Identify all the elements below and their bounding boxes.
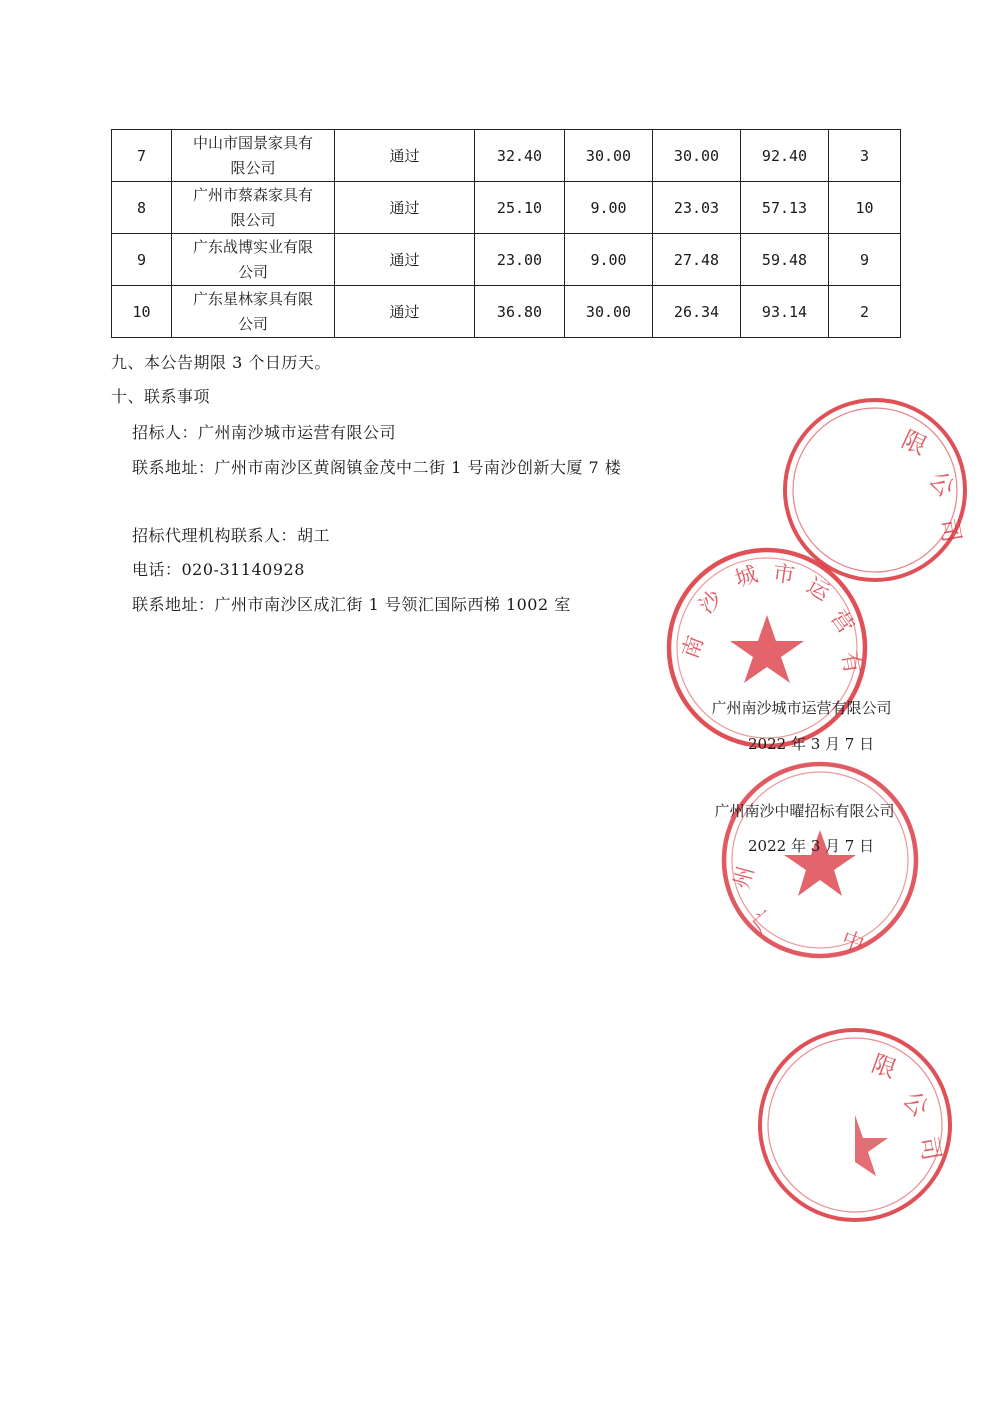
s1-cell: 36.80 [475,286,565,338]
s3-cell: 23.03 [653,182,741,234]
svg-text:沙: 沙 [694,585,728,620]
no-cell: 7 [112,130,172,182]
svg-text:州: 州 [729,863,760,892]
bidder-name-cell [172,182,335,234]
rank-cell: 10 [829,182,901,234]
score-table [111,129,901,338]
signature-org-2: 广州南沙中曜招标有限公司 [714,802,895,820]
svg-text:运: 运 [802,573,834,607]
bidder-name-line: 广州市蔡森家具有 [192,185,313,204]
rank-cell: 3 [829,130,901,182]
rank-cell: 2 [829,286,901,338]
s1-cell: 32.40 [475,130,565,182]
no-cell: 10 [112,286,172,338]
s3-cell: 26.34 [653,286,741,338]
table-row [112,286,901,338]
svg-text:公: 公 [897,1085,935,1123]
svg-text:市: 市 [771,561,797,590]
s1-cell: 23.00 [475,234,565,286]
total-cell: 57.13 [741,182,829,234]
total-cell: 59.48 [741,234,829,286]
no-cell: 9 [112,234,172,286]
svg-text:有: 有 [836,649,865,676]
table-row [112,182,901,234]
svg-text:中: 中 [837,927,868,959]
status-cell: 通过 [335,130,475,182]
s3-cell: 27.48 [653,234,741,286]
bidder-name-line: 限公司 [230,210,276,229]
signature-date-2: 2022 年 3 月 7 日 [748,837,875,855]
svg-text:广: 广 [747,906,781,940]
svg-text:司: 司 [934,516,966,545]
total-cell: 92.40 [741,130,829,182]
status-cell: 通过 [335,234,475,286]
svg-text:营: 营 [825,606,859,639]
status-cell: 通过 [335,286,475,338]
s2-cell: 30.00 [565,286,653,338]
rank-cell: 9 [829,234,901,286]
section-nine: 九、本公告期限 3 个日历天。 [111,353,331,372]
partial-seal-bottom [850,1020,960,1235]
company-seal-2 [720,755,920,965]
bidder-name-line: 广东战博实业有限 [192,237,313,256]
agent-contact-line: 招标代理机构联系人：胡工 [132,526,331,545]
no-cell: 8 [112,182,172,234]
svg-text:限: 限 [897,425,932,461]
bidder-name-line: 广东星林家具有限 [192,289,313,308]
s2-cell: 30.00 [565,130,653,182]
status-cell: 通过 [335,182,475,234]
tenderer-address-line: 联系地址：广州市南沙区黄阁镇金茂中二街 1 号南沙创新大厦 7 楼 [132,458,622,477]
s1-cell: 25.10 [475,182,565,234]
company-seal-1 [660,545,875,755]
bidder-name-line: 限公司 [230,158,276,177]
svg-text:南: 南 [678,632,710,663]
signature-org-1: 广州南沙城市运营有限公司 [711,699,892,717]
agent-address-line: 联系地址：广州市南沙区成汇街 1 号领汇国际西梯 1002 室 [132,595,571,614]
bidder-name-cell [172,286,335,338]
bidder-name-line: 公司 [237,314,268,333]
svg-text:司: 司 [914,1134,946,1163]
bidder-name-cell [172,234,335,286]
tenderer-line: 招标人：广州南沙城市运营有限公司 [132,423,397,442]
s3-cell: 30.00 [653,130,741,182]
bidder-name-cell [172,130,335,182]
svg-text:城: 城 [732,562,761,593]
s2-cell: 9.00 [565,182,653,234]
phone-line: 电话：020-31140928 [132,560,305,579]
signature-date-1: 2022 年 3 月 7 日 [748,735,875,753]
s2-cell: 9.00 [565,234,653,286]
svg-text:限: 限 [867,1049,901,1084]
table-row [112,130,901,182]
bidder-name-line: 中山市国景家具有 [192,133,313,152]
bidder-name-line: 公司 [237,262,268,281]
section-ten: 十、联系事项 [111,387,211,406]
table-row [112,234,901,286]
svg-text:公: 公 [923,465,961,503]
total-cell: 93.14 [741,286,829,338]
